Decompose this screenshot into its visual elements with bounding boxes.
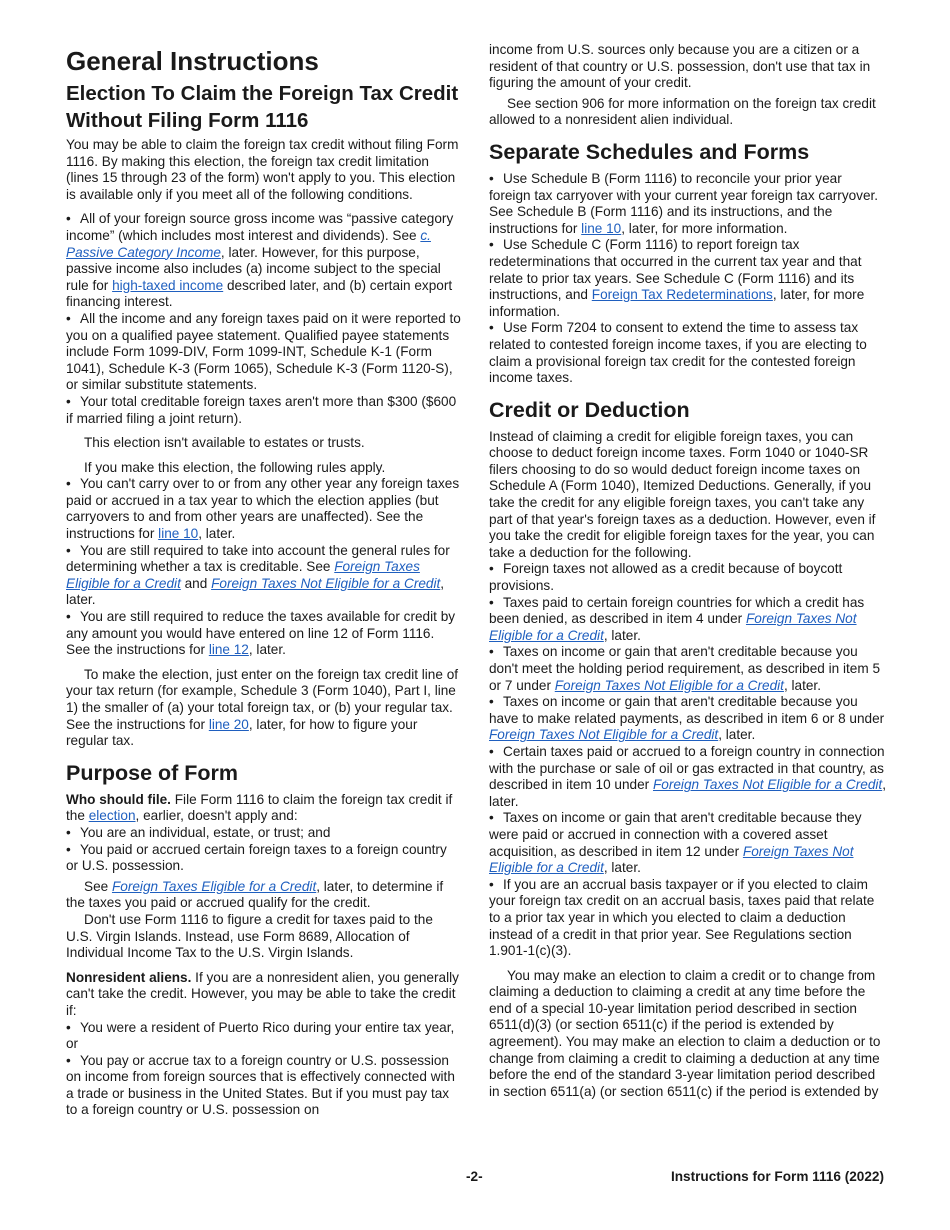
form-7204-bullet: • Use Form 7204 to consent to extend the time to assess tax related to contested foreign income taxes, if you are electing to claim a provisional foreign tax credit for the contested foreign income taxes. (489, 320, 867, 386)
foreign-taxes-eligible-link-2[interactable]: Foreign Taxes Eligible for a Credit (111, 878, 317, 894)
schedule-b-bullet: • Use Schedule B (Form 1116) to reconcile your prior year foreign tax carryover with your current year foreign tax carryover. See Schedule B (Form 1116) and its instructions, and the instructions for line 10, later, for more information. (489, 170, 879, 236)
line-10-link[interactable]: line 10 (158, 526, 199, 542)
section-906-text: See section 906 for more information on the foreign tax credit allowed to a nonresident alien individual. (489, 95, 876, 128)
deduction-item-6: • Taxes on income or gain that aren't creditable because they were paid or accrued in connection with a covered asset acquisition, as described in item 12 under Foreign Taxes Not Eligible for a Credit, later. (489, 810, 862, 876)
not-eligible-link-item-10[interactable]: Foreign Taxes Not Eligible for a Credit (652, 777, 883, 793)
high-taxed-income-link[interactable]: high-taxed income (112, 277, 224, 293)
deduction-item-1: • Foreign taxes not allowed as a credit because of boycott provisions. (489, 561, 843, 594)
who-should-file: Who should file. File Form 1116 to claim the foreign tax credit if the election, earlier, doesn't apply and: (66, 791, 453, 824)
not-available-text: This election isn't available to estates or trusts. (84, 435, 365, 451)
not-eligible-link-item-6[interactable]: Foreign Taxes Not Eligible for a Credit (489, 727, 719, 743)
footer-title: Instructions for Form 1116 (2022) (670, 1169, 884, 1184)
election-link[interactable]: election (88, 808, 136, 824)
rule-3: • You are still required to reduce the taxes available for credit by any amount you would have entered on line 12 of Form 1116. See the instructions for line 12, later. (66, 609, 456, 658)
see-eligible-text: See Foreign Taxes Eligible for a Credit, later, to determine if the taxes you paid or accrued qualify for the credit. (66, 878, 444, 911)
deduction-item-2: • Taxes paid to certain foreign countries for which a credit has been denied, as described in item 4 under Foreign Taxes Not Eligible for a Credit, later. (489, 594, 865, 643)
election-intro: You may be able to claim the foreign tax credit without filing Form 1116. By making this election, the foreign tax credit limitation (lines 15 through 23 of the form) won't apply to you. This election is available only if you meet all of the following conditions. (66, 137, 459, 202)
condition-3: • Your total creditable foreign taxes aren't more than $300 ($600 if married filing a joint return). (66, 393, 457, 426)
election-period-text: You may make an election to claim a credit or to change from claiming a deduction to claiming a credit at any time before the end of a special 10-year limitation period described in section 6511(d)(3) (or section 6511(c) if the period is extended by agreement). You may make an election to claim a deduction or to change from claiming a credit to claiming a deduction at any time before the end of the standard 3-year limitation period described in section 6511(a) (or section 6511(c) if the period is extended by (489, 967, 881, 1099)
condition-1: • All of your foreign source gross income was “passive category income” (which includes most interest and dividends). See c. Passive Category Income, later. However, for this purpose, passive income also includes (a) income subject to the special rule for high-taxed income described later, and (b) certain export financing interest. (66, 211, 454, 310)
nra-bullet-2: • You pay or accrue tax to a foreign country or U.S. possession on income from foreign sources that is effectively connected with a trade or business in the United States. But if you must pay tax to a foreign country or U.S. possession on (66, 1052, 455, 1118)
who-bullet-1: • You are an individual, estate, or trust; and (66, 824, 331, 840)
rule-1: • You can't carry over to or from any other year any foreign taxes paid or accrued in a tax year to which the election applies (but carryovers to and from other years are unaffected). See the instructions for line 10, later. (66, 476, 460, 542)
page-footer (66, 1169, 886, 1187)
purpose-heading: Purpose of Form (66, 760, 239, 785)
not-eligible-link-item-12[interactable]: Foreign Taxes Not Eligible for a Credit (489, 843, 854, 876)
credit-deduction-intro: Instead of claiming a credit for eligible foreign taxes, you can choose to deduct foreign income taxes. Form 1040 or 1040-SR filers choosing to do so would deduct foreign income taxes on Schedule A (Form 1040), Itemized Deductions. Generally, if you take the credit for any eligible foreign taxes, you can't take any part of that year's foreign taxes as a deduction. However, even if you take the credit for eligible foreign taxes for the year, you can take a deduction for the following. (489, 428, 876, 560)
separate-schedules-heading: Separate Schedules and Forms (489, 139, 810, 164)
not-eligible-link-item-5[interactable]: Foreign Taxes Not Eligible for a Credit (554, 677, 784, 693)
condition-2: • All the income and any foreign taxes paid on it were reported to you on a qualified payee statement. Qualified payee statements include Form 1099-DIV, Form 1099-INT, Schedule K-1 (Form 1041), Schedule K-3 (Form 1065), Schedule K-3 (Form 1120-S), or similar substitute statements. (66, 310, 461, 393)
continued-text: income from U.S. sources only because you are a citizen or a resident of that country or U.S. possession, don't use that tax in figuring the amount of your credit. (489, 42, 871, 91)
left-column (66, 40, 461, 1119)
nonresident-aliens: Nonresident aliens. If you are a nonresident alien, you generally can't take the credit. However, you may be able to take the credit if: (66, 969, 459, 1018)
nra-bullet-1: • You were a resident of Puerto Rico during your entire tax year, or (66, 1019, 455, 1052)
election-heading: Election To Claim the Foreign Tax Credit Without Filing Form 1116 (66, 82, 459, 132)
not-eligible-link-item-4[interactable]: Foreign Taxes Not Eligible for a Credit (489, 611, 857, 643)
deduction-item-3: • Taxes on income or gain that aren't creditable because you don't meet the holding period requirement, as described in item 5 or 7 under Foreign Taxes Not Eligible for a Credit, later. (489, 644, 880, 693)
foreign-taxes-eligible-link[interactable]: Foreign Taxes Eligible for a Credit (66, 559, 420, 591)
line-20-link[interactable]: line 20 (208, 716, 249, 732)
line-10-link-2[interactable]: line 10 (581, 220, 622, 236)
rule-2: • You are still required to take into account the general rules for determining whether a tax is creditable. See Foreign Taxes Eligible for a Credit and Foreign Taxes Not Eligible for a Credit, later. (66, 542, 450, 608)
deduction-item-7: • If you are an accrual basis taxpayer or if you elected to claim your foreign tax credit on an accrual basis, taxes paid that relate to a prior tax year in which you elected to claim a deduction instead of a credit in that prior year. See Regulations section 1.901-1(c)(3). (489, 876, 875, 959)
deduction-item-4: • Taxes on income or gain that aren't creditable because you have to make related payments, as described in item 6 or 8 under Foreign Taxes Not Eligible for a Credit, later. (489, 694, 885, 743)
schedule-c-bullet: • Use Schedule C (Form 1116) to report foreign tax redeterminations that occurred in the current tax year and that relate to prior tax years. See Schedule C (Form 1116) and its instructions, and Foreign Tax Redeterminations, later, for more information. (489, 237, 865, 319)
virgin-islands-text: Don't use Form 1116 to figure a credit for taxes paid to the U.S. Virgin Islands. Instead, use Form 8689, Allocation of Individual Income Tax to the U.S. Virgin Islands. (66, 911, 433, 961)
foreign-tax-redeterminations-link[interactable]: Foreign Tax Redeterminations (591, 287, 773, 303)
passive-category-income-link[interactable]: c. Passive Category Income (66, 227, 431, 260)
page-number: -2- (466, 1169, 483, 1184)
deduction-item-5: • Certain taxes paid or accrued to a foreign country in connection with the purchase or sale of oil or gas extracted in that country, as described in item 10 under Foreign Taxes Not Eligible for a Credit, later. (489, 743, 886, 809)
line-12-link[interactable]: line 12 (208, 642, 249, 658)
right-column (489, 40, 886, 1100)
make-election-text: To make the election, just enter on the foreign tax credit line of your tax return (for example, Schedule 3 (Form 1040), Part I, line 1) the smaller of (a) your total foreign tax, or (b) your regular tax. See the instructions for line 20, later, for how to figure your regular tax. (66, 666, 459, 749)
page-title: General Instructions (66, 46, 319, 76)
foreign-taxes-not-eligible-link[interactable]: Foreign Taxes Not Eligible for a Credit (211, 575, 441, 591)
rules-intro: If you make this election, the following rules apply. (84, 459, 386, 475)
who-bullet-2: • You paid or accrued certain foreign taxes to a foreign country or U.S. possession. (66, 841, 447, 874)
credit-or-deduction-heading: Credit or Deduction (489, 397, 690, 422)
